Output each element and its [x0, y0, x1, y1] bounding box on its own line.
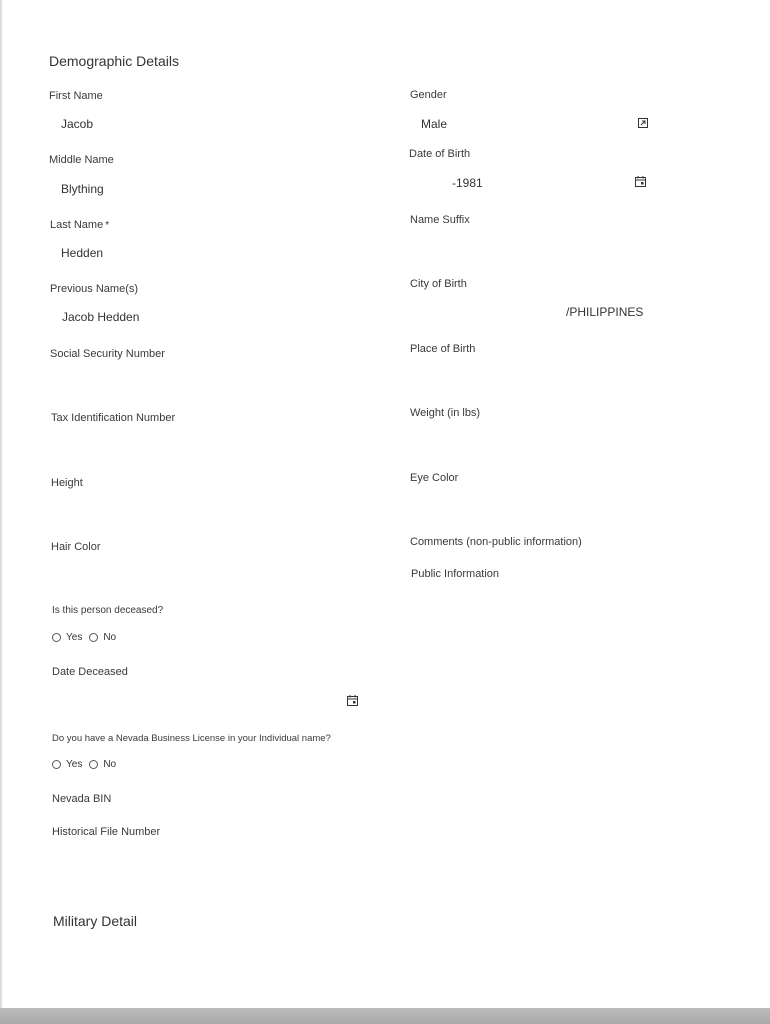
weight-label: Weight (in lbs)	[410, 407, 481, 419]
hair-color-label: Hair Color	[51, 541, 101, 553]
section-title-demographic: Demographic Details	[49, 53, 179, 69]
radio-circle-icon[interactable]	[52, 633, 61, 642]
eye-color-input[interactable]	[410, 495, 654, 517]
last-name-input[interactable]	[61, 246, 361, 260]
nv-license-yes-label: Yes	[66, 759, 83, 770]
dob-input[interactable]	[452, 176, 602, 190]
radio-circle-icon[interactable]	[89, 760, 98, 769]
deceased-yes-option[interactable]	[52, 632, 82, 643]
gender-select[interactable]	[421, 117, 611, 131]
nv-license-yes-option[interactable]	[52, 759, 82, 770]
height-input[interactable]	[51, 499, 365, 521]
previous-names-input[interactable]	[62, 310, 362, 324]
comments-label: Comments (non-public information)	[410, 536, 582, 548]
calendar-icon[interactable]	[635, 176, 645, 186]
external-select-icon[interactable]	[638, 118, 648, 128]
nv-license-no-label: No	[103, 759, 117, 770]
middle-name-input[interactable]	[61, 182, 361, 196]
dob-label: Date of Birth	[409, 148, 471, 160]
historical-file-label: Historical File Number	[52, 826, 161, 838]
page-edge	[0, 0, 3, 1010]
ssn-label: Social Security Number	[50, 348, 165, 360]
public-info-label: Public Information	[411, 568, 500, 580]
name-suffix-label: Name Suffix	[410, 214, 470, 226]
hair-color-input[interactable]	[51, 563, 365, 585]
deceased-question: Is this person deceased?	[52, 605, 164, 616]
tin-label: Tax Identification Number	[51, 412, 176, 424]
name-suffix-input[interactable]	[410, 240, 654, 262]
calendar-icon[interactable]	[347, 695, 357, 705]
middle-name-label: Middle Name	[49, 154, 114, 166]
nv-license-no-option[interactable]	[89, 759, 116, 770]
city-of-birth-value[interactable]: /PHILIPPINES	[566, 305, 644, 319]
deceased-no-label: No	[103, 632, 117, 643]
place-of-birth-input[interactable]	[410, 366, 654, 388]
city-of-birth-label: City of Birth	[410, 278, 467, 290]
nv-license-question: Do you have a Nevada Business License in your Individual name?	[52, 733, 331, 744]
deceased-radio-group	[52, 632, 123, 643]
nevada-bin-label: Nevada BIN	[52, 793, 112, 805]
scan-bottom-edge	[0, 1008, 770, 1024]
ssn-input[interactable]	[50, 370, 364, 392]
nv-license-radio-group	[52, 759, 123, 770]
required-marker: *	[105, 220, 110, 231]
tin-input[interactable]	[51, 434, 365, 456]
deceased-no-option[interactable]	[89, 632, 116, 643]
last-name-label	[50, 219, 109, 231]
height-label: Height	[51, 477, 83, 489]
date-deceased-label: Date Deceased	[52, 666, 128, 678]
eye-color-label: Eye Color	[410, 472, 459, 484]
weight-input[interactable]	[410, 430, 654, 452]
previous-names-label: Previous Name(s)	[50, 283, 139, 295]
first-name-input[interactable]	[61, 117, 361, 131]
gender-label: Gender	[410, 89, 447, 101]
place-of-birth-label: Place of Birth	[410, 343, 476, 355]
deceased-yes-label: Yes	[66, 632, 83, 643]
section-title-military: Military Detail	[53, 913, 138, 929]
date-deceased-input[interactable]	[52, 692, 336, 714]
last-name-label-text: Last Name	[50, 219, 104, 231]
radio-circle-icon[interactable]	[52, 760, 61, 769]
radio-circle-icon[interactable]	[89, 633, 98, 642]
first-name-label: First Name	[49, 90, 103, 102]
